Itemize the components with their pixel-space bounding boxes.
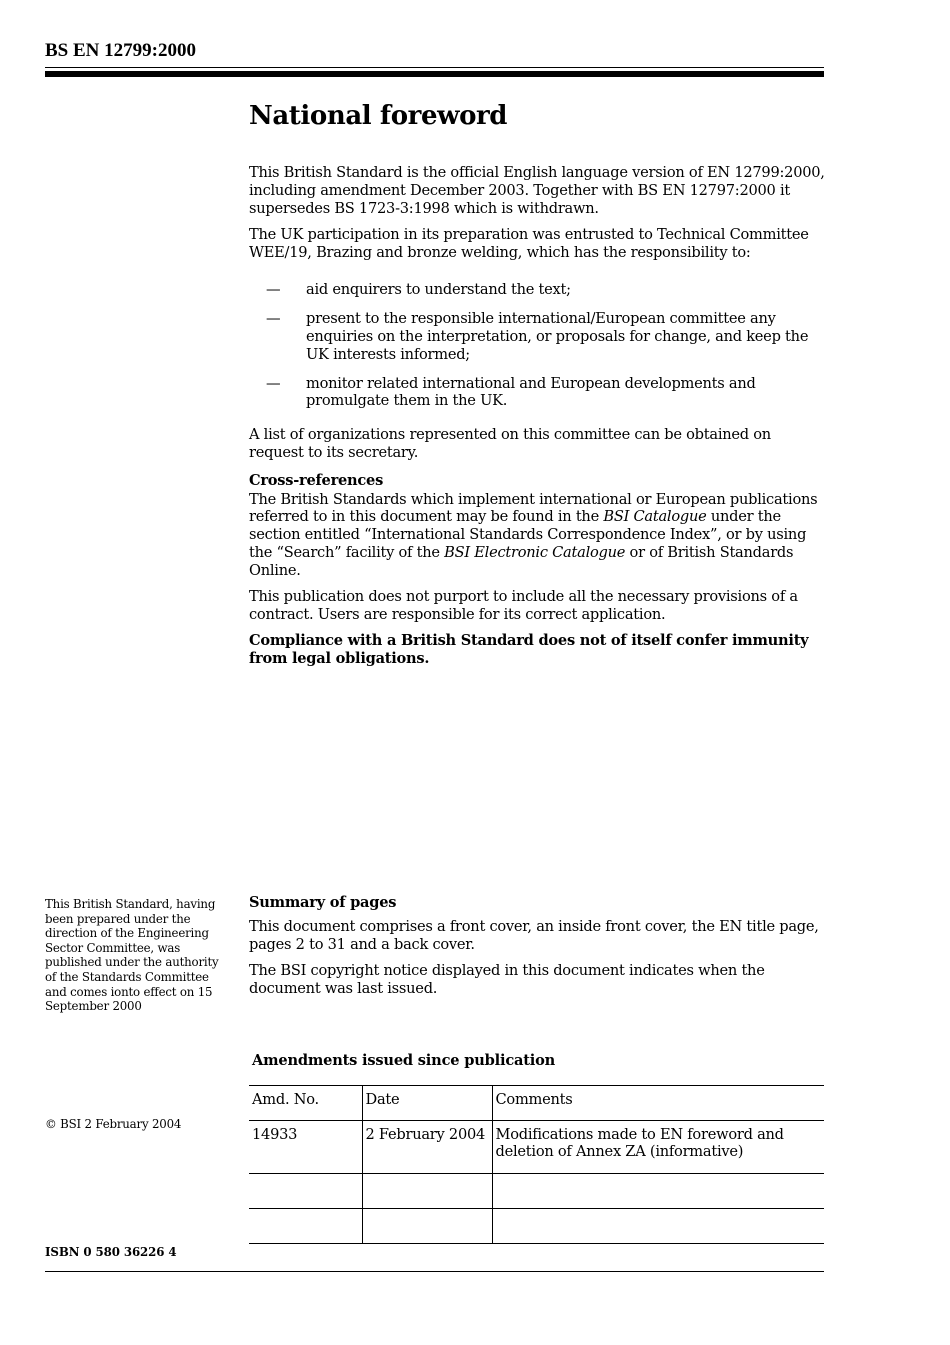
responsibility-list xyxy=(249,281,829,410)
table-cell: Modifications made to EN foreword and deletion of Annex ZA (informative) xyxy=(492,1121,824,1174)
table-row xyxy=(249,1209,824,1244)
list-item-text: aid enquirers to understand the text; xyxy=(306,281,571,299)
amendments-heading: Amendments issued since publication xyxy=(252,1052,556,1069)
publication-note: This British Standard, having been prepared under the direction of the Engineering Sector Committee, was published under the authority of the Standards Committee and comes ionto effect on 15 September 2000 xyxy=(45,897,219,1014)
committee-paragraph: The UK participation in its preparation was entrusted to Technical Committee WEE/19, Brazing and bronze welding, which has the responsibility to: xyxy=(249,225,809,261)
list-item-text: monitor related international and European developments and promulgate them in the UK. xyxy=(306,374,756,410)
table-cell: 2 February 2004 xyxy=(362,1121,492,1174)
crossref-text-1: The British Standards which implement international or European publications referred to in this document may be found in the xyxy=(249,490,818,526)
summary-heading: Summary of pages xyxy=(249,894,397,911)
header-rule-thick xyxy=(45,71,824,77)
list-item xyxy=(249,310,829,363)
crossref-text-3: or of British Standards Online. xyxy=(249,544,794,579)
amendments-table xyxy=(249,1085,824,1244)
table-header-row xyxy=(249,1086,824,1121)
table-cell xyxy=(249,1174,362,1209)
table-cell xyxy=(492,1174,824,1209)
column-header: Comments xyxy=(492,1086,824,1121)
summary-section xyxy=(249,894,829,1006)
crossref-paragraph xyxy=(249,491,829,580)
dash-marker: — xyxy=(266,310,281,328)
table-cell xyxy=(249,1209,362,1244)
intro-paragraph: This British Standard is the official English language version of EN 12799:2000, including amendment December 2003. Together with BS EN 12797:2000 it supersedes BS 1723-3:1998 which is withdrawn. xyxy=(249,164,825,217)
column-header: Date xyxy=(362,1086,492,1121)
bsi-catalogue-title: BSI Catalogue xyxy=(603,508,707,526)
foreword-body xyxy=(249,164,829,676)
provisions-paragraph: This publication does not purport to include all the necessary provisions of a contract. Users are responsible for its correct application. xyxy=(249,588,798,623)
organizations-paragraph: A list of organizations represented on this committee can be obtained on request to its secretary. xyxy=(249,426,771,462)
dash-marker: — xyxy=(266,374,281,392)
dash-marker: — xyxy=(266,281,281,299)
table-cell xyxy=(362,1209,492,1244)
header-rule-thin xyxy=(45,67,824,68)
column-header: Amd. No. xyxy=(249,1086,362,1121)
table-cell: 14933 xyxy=(249,1121,362,1174)
table-cell xyxy=(362,1174,492,1209)
bsi-electronic-catalogue-title: BSI Electronic Catalogue xyxy=(444,544,626,562)
footer-rule xyxy=(45,1271,824,1272)
summary-paragraph: This document comprises a front cover, an inside front cover, the EN title page, pages 2 to 31 and a back cover. xyxy=(249,917,819,953)
table-cell xyxy=(492,1209,824,1244)
list-item xyxy=(249,375,829,411)
page-title: National foreword xyxy=(249,101,508,131)
list-item-text: present to the responsible international/European committee any enquiries on the interpretation, or proposals for change, and keep the UK interests informed; xyxy=(306,310,809,363)
document-code: BS EN 12799:2000 xyxy=(45,40,196,61)
table-row xyxy=(249,1121,824,1174)
list-item xyxy=(249,281,829,299)
isbn: ISBN 0 580 36226 4 xyxy=(45,1245,177,1259)
copyright-notice-paragraph: The BSI copyright notice displayed in this document indicates when the document was last issued. xyxy=(249,961,765,997)
crossref-text-2: under the section entitled “International Standards Correspondence Index”, or by using the “Search” facility of the xyxy=(249,508,807,562)
compliance-statement: Compliance with a British Standard does not of itself confer immunity from legal obligations. xyxy=(249,632,809,668)
crossref-heading: Cross-references xyxy=(249,471,384,489)
table-row xyxy=(249,1174,824,1209)
copyright-line: © BSI 2 February 2004 xyxy=(45,1117,182,1131)
